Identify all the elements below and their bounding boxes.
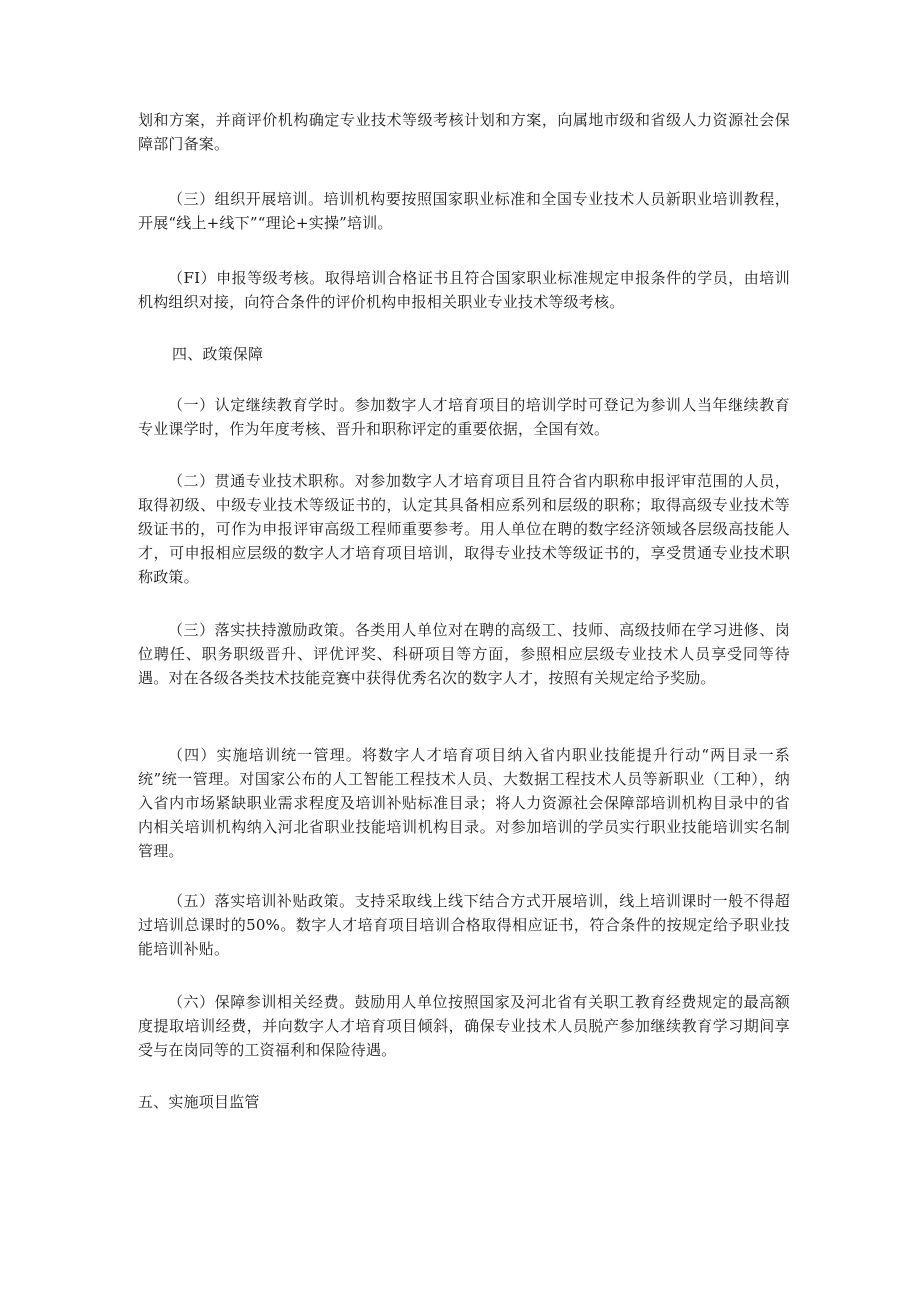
paragraph-professional-title: （二）贯通专业技术职称。对参加数字人才培育项目且符合省内职称申报评审范围的人员，取得初级、中级专业技术等级证书的，认定其具备相应系列和层级的职称；取得高级专业技术等级证书的，可作为申报评审高级工程师重要参考。用人单位在聘的数字经济领域各层级高技能人才，可申报相应层级的数字人才培育项目培训，取得专业技术等级证书的，享受贯通专业技术职称政策。 [138, 472, 790, 586]
paragraph-training-subsidy: （五）落实培训补贴政策。支持采取线上线下结合方式开展培训，线上培训课时一般不得超过培训总课时的50%。数字人才培育项目培训合格取得相应证书，符合条件的按规定给予职业技能培训补贴。 [138, 892, 790, 958]
section-heading-policy: 四、政策保障 [172, 345, 264, 363]
section-heading-supervision: 五、实施项目监管 [138, 1093, 260, 1111]
paragraph-unified-management: （四）实施培训统一管理。将数字人才培育项目纳入省内职业技能提升行动“两目录一系统”统一管理。对国家公布的人工智能工程技术人员、大数据工程技术人员等新职业（工种），纳入省内市场紧缺职业需求程度及培训补贴标准目录；将人力资源社会保障部培训机构目录中的省内相关培训机构纳入河北省职业技能培训机构目录。对参加培训的学员实行职业技能培训实名制管理。 [138, 746, 790, 860]
paragraph-continuing-education: （一）认定继续教育学时。参加数字人才培育项目的培训学时可登记为参训人当年继续教育专业课学时，作为年度考核、晋升和职称评定的重要依据，全国有效。 [138, 396, 790, 438]
paragraph-incentive-policy: （三）落实扶持激励政策。各类用人单位对在聘的高级工、技师、高级技师在学习进修、岗位聘任、职务职级晋升、评优评奖、科研项目等方面，参照相应层级专业技术人员享受同等待遇。对在各级各类技术技能竞赛中获得优秀名次的数字人才，按照有关规定给予奖励。 [138, 621, 790, 687]
paragraph-continuation: 划和方案，并商评价机构确定专业技术等级考核计划和方案，向属地市级和省级人力资源社会保障部门备案。 [138, 111, 790, 153]
paragraph-funding-guarantee: （六）保障参训相关经费。鼓励用人单位按照国家及河北省有关职工教育经费规定的最高额度提取培训经费，并向数字人才培育项目倾斜，确保专业技术人员脱产参加继续教育学习期间享受与在岗同等的工资福利和保险待遇。 [138, 993, 790, 1059]
paragraph-apply-assessment: （FI）申报等级考核。取得培训合格证书且符合国家职业标准规定申报条件的学员，由培训机构组织对接，向符合条件的评价机构申报相关职业专业技术等级考核。 [138, 269, 790, 311]
paragraph-organize-training: （三）组织开展培训。培训机构要按照国家职业标准和全国专业技术人员新职业培训教程，开展“线上+线下”“理论+实操”培训。 [138, 190, 790, 232]
